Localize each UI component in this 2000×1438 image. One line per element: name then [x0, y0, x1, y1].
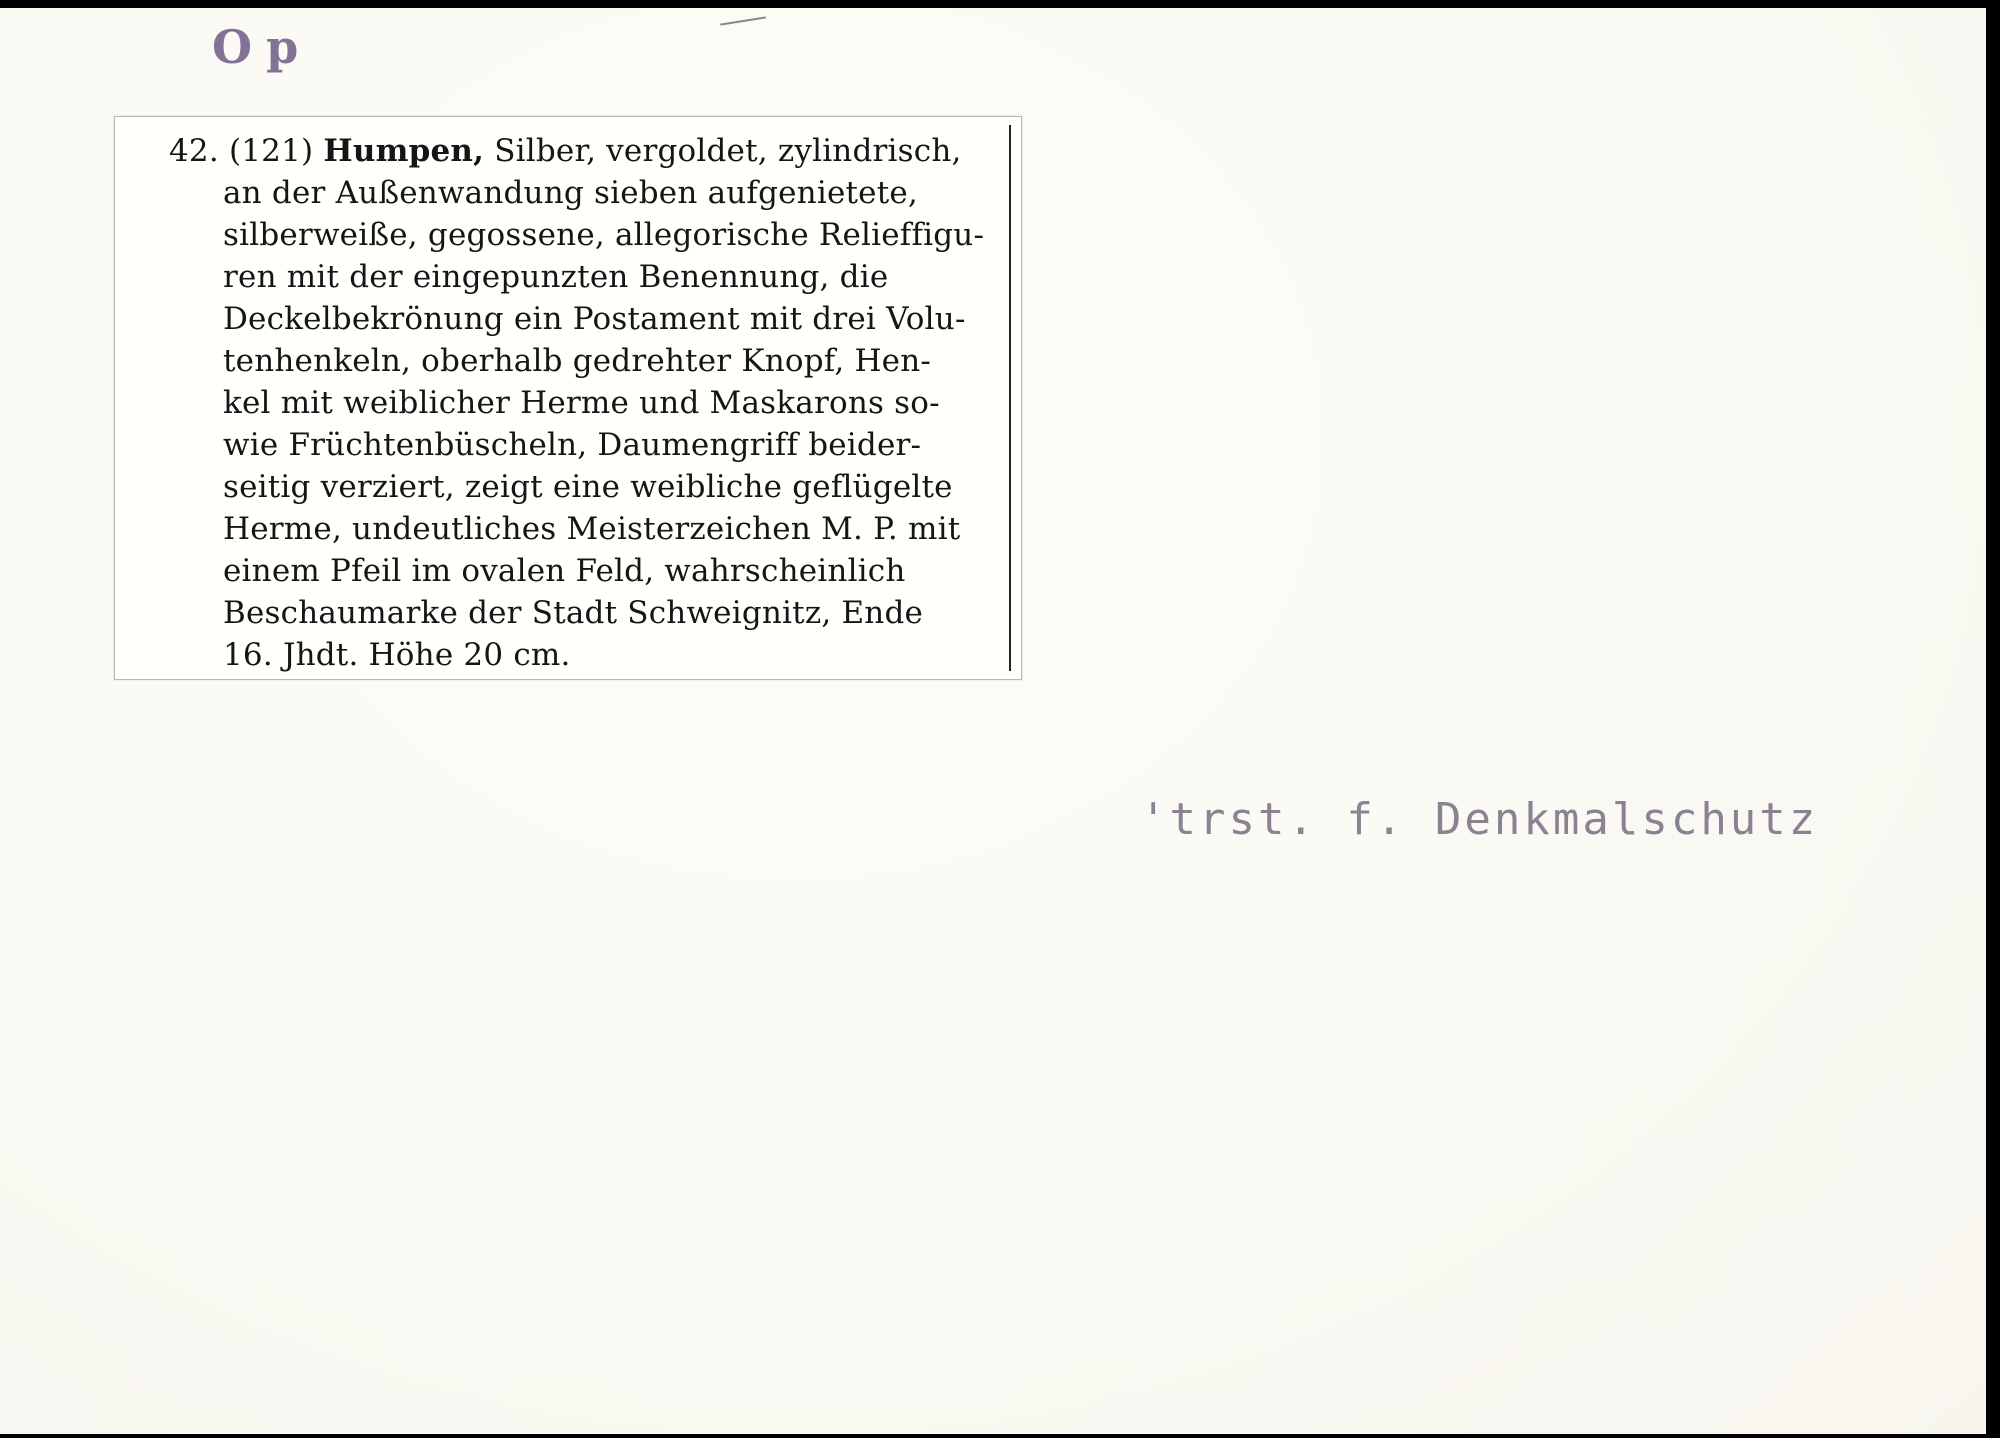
archive-card — [0, 8, 1986, 1434]
clipping-line: ren mit der eingepunzten Benennung, die — [223, 259, 889, 295]
clipping-line: Beschaumarke der Stadt Schweignitz, Ende — [223, 595, 924, 631]
clipping-line: kel mit weiblicher Herme und Maskarons so- — [223, 385, 940, 421]
clipping-line: an der Außenwandung sieben aufgenietete, — [223, 175, 918, 211]
catalog-clipping — [114, 116, 1022, 680]
entry-headword: Humpen, — [323, 133, 485, 169]
clipping-line: 16. Jhdt. Höhe 20 cm. — [223, 637, 571, 673]
clipping-line: Deckelbekrönung ein Postament mit drei Volu- — [223, 301, 966, 337]
clipping-line: seitig verziert, zeigt eine weibliche geflügelte — [223, 469, 953, 505]
clipping-line: einem Pfeil im ovalen Feld, wahrscheinlich — [223, 553, 906, 589]
clipping-line: wie Früchtenbüscheln, Daumengriff beider- — [223, 427, 922, 463]
pencil-mark — [720, 16, 766, 25]
institution-stamp: 'trst. f. Denkmalschutz — [1140, 794, 1819, 845]
entry-first-line: Silber, vergoldet, zylindrisch, — [494, 133, 962, 169]
clipping-line: silberweiße, gegossene, allegorische Relieffigu- — [223, 217, 985, 253]
entry-number: 42. (121) — [169, 133, 314, 169]
clipping-line: tenhenkeln, oberhalb gedrehter Knopf, Hen- — [223, 343, 932, 379]
handwritten-note: Op — [212, 20, 313, 74]
clipping-line — [169, 133, 962, 169]
clipping-line: Herme, undeutliches Meisterzeichen M. P. mit — [223, 511, 961, 547]
clipping-column-rule — [1009, 125, 1011, 671]
